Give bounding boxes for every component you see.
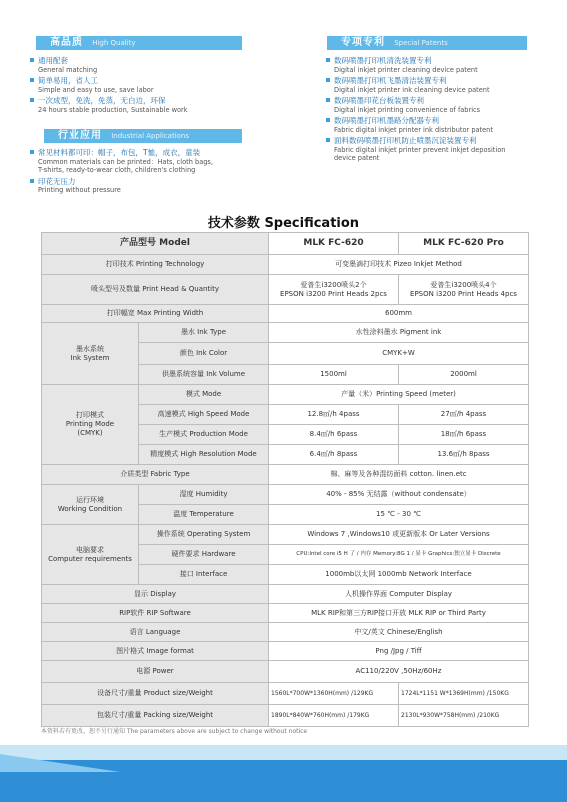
cell-label: 打印幅宽 Max Printing Width bbox=[42, 305, 269, 323]
cell-label: 操作系统 Operating System bbox=[139, 525, 269, 545]
cell-value: AC110/220V ,50Hz/60Hz bbox=[269, 661, 529, 683]
group-label bbox=[42, 323, 139, 385]
table-row bbox=[42, 255, 529, 275]
cell-value: 棉、麻等及各种混纺面料 cotton. linen.etc bbox=[269, 465, 529, 485]
cell-label: 温度 Temperature bbox=[139, 505, 269, 525]
print-mode-cmyk: (CMYK) bbox=[77, 429, 103, 437]
patent-header-en: Special Patents bbox=[394, 39, 448, 47]
application-header-zh: 行业应用 bbox=[58, 130, 102, 141]
footnote: 本资料若有更改，恕不另行通知 The parameters above are subject to change without notice bbox=[41, 728, 308, 735]
cell-value: 2000ml bbox=[399, 365, 529, 385]
group-label bbox=[42, 525, 139, 585]
cell-value: 27㎡/h 4pass bbox=[399, 405, 529, 425]
list-item bbox=[30, 97, 260, 114]
list-item bbox=[326, 97, 556, 114]
application-item-en: Common materials can be printed：Hats, cloth bags, bbox=[38, 157, 213, 166]
cell-value: 2130L*930W*758H(mm) /210KG bbox=[399, 705, 529, 727]
bullet-icon bbox=[30, 98, 34, 102]
cell-value: 600mm bbox=[269, 305, 529, 323]
cell-label: 图片格式 Image format bbox=[42, 642, 269, 661]
cell-label: 供墨系统容量 Ink Volume bbox=[139, 365, 269, 385]
table-row bbox=[42, 485, 529, 505]
quality-item-zh: 一次成型，免洗，免蒸，无白边，环保 bbox=[38, 96, 166, 105]
cell-value: 18㎡/h 6pass bbox=[399, 425, 529, 445]
application-item-zh: 常见材料都可印：帽子，布包，T恤，成衣，童装 bbox=[38, 148, 201, 157]
list-item bbox=[326, 137, 556, 163]
cell-label: 显示 Display bbox=[42, 585, 269, 604]
patent-item-zh: 数码喷墨打印机墨路分配器专利 bbox=[334, 116, 439, 125]
environment-zh: 运行环境 bbox=[76, 495, 104, 504]
patent-item-en: Fabric digital inkjet printer prevent inkjet deposition bbox=[334, 145, 506, 154]
quality-header-zh: 高品质 bbox=[50, 37, 83, 48]
table-row bbox=[42, 705, 529, 727]
application-list bbox=[30, 149, 280, 198]
application-header-en: Industrial Applications bbox=[111, 132, 190, 140]
computer-zh: 电脑要求 bbox=[76, 545, 104, 554]
cell-value: 产量（米）Printing Speed (meter) bbox=[269, 385, 529, 405]
print-head-b2: EPSON i3200 Print Heads 4pcs bbox=[410, 289, 517, 298]
cell-value: CPU:Intel core i5 H 了 / 内存 Memory:8G 1 / 显卡 Graphics:独立显卡 Discrete bbox=[269, 545, 529, 565]
print-mode-en: Printing Mode bbox=[65, 420, 115, 428]
quality-item-en: 24 hours stable production, Sustainable work bbox=[38, 105, 188, 114]
cell-value: 6.4㎡/h 8pass bbox=[269, 445, 399, 465]
patent-item-zh: 面料数码喷墨打印机防止喷墨沉淀装置专利 bbox=[334, 136, 477, 145]
table-row bbox=[42, 642, 529, 661]
environment-en: Working Condition bbox=[57, 504, 123, 513]
table-row bbox=[42, 275, 529, 305]
bullet-icon bbox=[30, 179, 34, 183]
list-item bbox=[326, 57, 556, 74]
computer-en: Computer requirements bbox=[48, 554, 132, 563]
quality-item-zh: 简单易用，省人工 bbox=[38, 76, 98, 85]
cell-value: MLK RIP和第三方RIP接口开放 MLK RIP or Third Party bbox=[269, 604, 529, 623]
table-row bbox=[42, 525, 529, 545]
bullet-icon bbox=[326, 58, 330, 62]
cell-value: 13.6㎡/h 8pass bbox=[399, 445, 529, 465]
cell-label: 墨水 Ink Type bbox=[139, 323, 269, 343]
list-item bbox=[30, 77, 260, 94]
spec-table bbox=[41, 232, 529, 727]
bullet-icon bbox=[326, 98, 330, 102]
table-row bbox=[42, 305, 529, 323]
table-row bbox=[42, 661, 529, 683]
list-item bbox=[30, 178, 280, 195]
print-head-a1: 爱普生i3200喷头2个 bbox=[300, 280, 367, 289]
table-row bbox=[42, 683, 529, 705]
bullet-icon bbox=[326, 138, 330, 142]
cell-label: 电源 Power bbox=[42, 661, 269, 683]
model-b: MLK FC-620 Pro bbox=[399, 233, 529, 255]
cell-value: 1890L*840W*760H(mm) /179KG bbox=[269, 705, 399, 727]
ink-system-zh: 墨水系统 bbox=[76, 344, 104, 353]
patent-header-zh: 专项专利 bbox=[341, 37, 385, 48]
cell-label: 喷头型号及数量 Print Head & Quantity bbox=[42, 275, 269, 305]
bullet-icon bbox=[30, 58, 34, 62]
table-row bbox=[42, 604, 529, 623]
footer-stripe bbox=[0, 754, 120, 772]
cell-label: 生产模式 Production Mode bbox=[139, 425, 269, 445]
patent-item-en: Fabric digital inkjet printer ink distributor patent bbox=[334, 125, 493, 134]
cell-label: 硬件要求 Hardware bbox=[139, 545, 269, 565]
table-row bbox=[42, 385, 529, 405]
application-item-en2: T-shirts, ready-to-wear cloth, children's clothing bbox=[38, 166, 196, 174]
cell-value bbox=[269, 275, 399, 305]
cell-value: 可变墨滴打印技术 Pizeo Inkjet Method bbox=[269, 255, 529, 275]
cell-label: 高速模式 High Speed Mode bbox=[139, 405, 269, 425]
model-label: 产品型号 Model bbox=[42, 233, 269, 255]
quality-item-zh: 通用配套 bbox=[38, 56, 68, 65]
quality-item-en: Simple and easy to use, save labor bbox=[38, 85, 154, 94]
cell-label: RIP软件 RIP Software bbox=[42, 604, 269, 623]
table-row bbox=[42, 323, 529, 343]
quality-header-en: High Quality bbox=[92, 39, 136, 47]
table-row bbox=[42, 623, 529, 642]
cell-value: 1560L*700W*1360H(mm) /129KG bbox=[269, 683, 399, 705]
bullet-icon bbox=[326, 78, 330, 82]
cell-value: Windows 7 ,Windows10 或更新版本 Or Later Versions bbox=[269, 525, 529, 545]
cell-value: CMYK+W bbox=[269, 343, 529, 365]
cell-value: 人机操作界面 Computer Display bbox=[269, 585, 529, 604]
model-a: MLK FC-620 bbox=[269, 233, 399, 255]
bullet-icon bbox=[30, 150, 34, 154]
cell-label: 介质类型 Fabric Type bbox=[42, 465, 269, 485]
list-item bbox=[30, 57, 260, 74]
patent-header bbox=[327, 36, 527, 50]
cell-value: 中文/英文 Chinese/English bbox=[269, 623, 529, 642]
bullet-icon bbox=[30, 78, 34, 82]
list-item bbox=[326, 117, 556, 134]
quality-list bbox=[30, 57, 260, 117]
patent-item-en: Digital inkjet printer cleaning device patent bbox=[334, 65, 478, 74]
bullet-icon bbox=[326, 118, 330, 122]
list-item bbox=[326, 77, 556, 94]
application-item-zh: 印花无压力 bbox=[38, 176, 76, 186]
patent-item-en2: device patent bbox=[334, 154, 380, 162]
list-item bbox=[30, 149, 280, 175]
cell-value: Png /Jpg / Tiff bbox=[269, 642, 529, 661]
ink-system-en: Ink System bbox=[70, 353, 110, 362]
patent-item-zh: 数码喷墨印花台板装置专利 bbox=[334, 96, 424, 105]
cell-label: 语言 Language bbox=[42, 623, 269, 642]
cell-label: 颜色 Ink Color bbox=[139, 343, 269, 365]
patent-list bbox=[326, 57, 556, 166]
print-head-b1: 爱普生i3200喷头4个 bbox=[430, 280, 497, 289]
quality-header bbox=[36, 36, 242, 50]
application-item-en: Printing without pressure bbox=[38, 186, 121, 194]
cell-value: 1000mb以太网 1000mb Network Interface bbox=[269, 565, 529, 585]
cell-value: 8.4㎡/h 6pass bbox=[269, 425, 399, 445]
cell-value: 40% - 85% 无结露（without condensate） bbox=[269, 485, 529, 505]
cell-label: 模式 Mode bbox=[139, 385, 269, 405]
cell-value: 水性涂料墨水 Pigment ink bbox=[269, 323, 529, 343]
cell-value bbox=[399, 275, 529, 305]
cell-value: 1500ml bbox=[269, 365, 399, 385]
cell-label: 包装尺寸/重量 Packing size/Weight bbox=[42, 705, 269, 727]
cell-value: 1724L*1151 W*1369H(mm) /150KG bbox=[399, 683, 529, 705]
spec-title: 技术参数 Specification bbox=[207, 216, 360, 231]
cell-label: 设备尺寸/重量 Product size/Weight bbox=[42, 683, 269, 705]
cell-label: 接口 Interface bbox=[139, 565, 269, 585]
group-label bbox=[42, 485, 139, 525]
group-label bbox=[42, 385, 139, 465]
cell-label: 湿度 Humidity bbox=[139, 485, 269, 505]
cell-label: 精度模式 High Resolution Mode bbox=[139, 445, 269, 465]
print-mode-zh: 打印模式 bbox=[76, 411, 104, 419]
patent-item-zh: 数码喷墨打印机清洗装置专利 bbox=[334, 56, 432, 65]
cell-label: 打印技术 Printing Technology bbox=[42, 255, 269, 275]
table-row bbox=[42, 233, 529, 255]
patent-item-en: Digital inkjet printer ink cleaning device patent bbox=[334, 85, 490, 94]
print-head-a2: EPSON i3200 Print Heads 2pcs bbox=[280, 289, 387, 298]
table-row bbox=[42, 465, 529, 485]
cell-value: 15 ℃ - 30 ℃ bbox=[269, 505, 529, 525]
patent-item-en: Digital inkjet printing convenience of fabrics bbox=[334, 105, 481, 114]
table-row bbox=[42, 585, 529, 604]
cell-value: 12.8㎡/h 4pass bbox=[269, 405, 399, 425]
patent-item-zh: 数码喷墨打印机飞墨清洁装置专利 bbox=[334, 76, 447, 85]
quality-item-en: General matching bbox=[38, 65, 98, 74]
application-header bbox=[44, 129, 242, 143]
